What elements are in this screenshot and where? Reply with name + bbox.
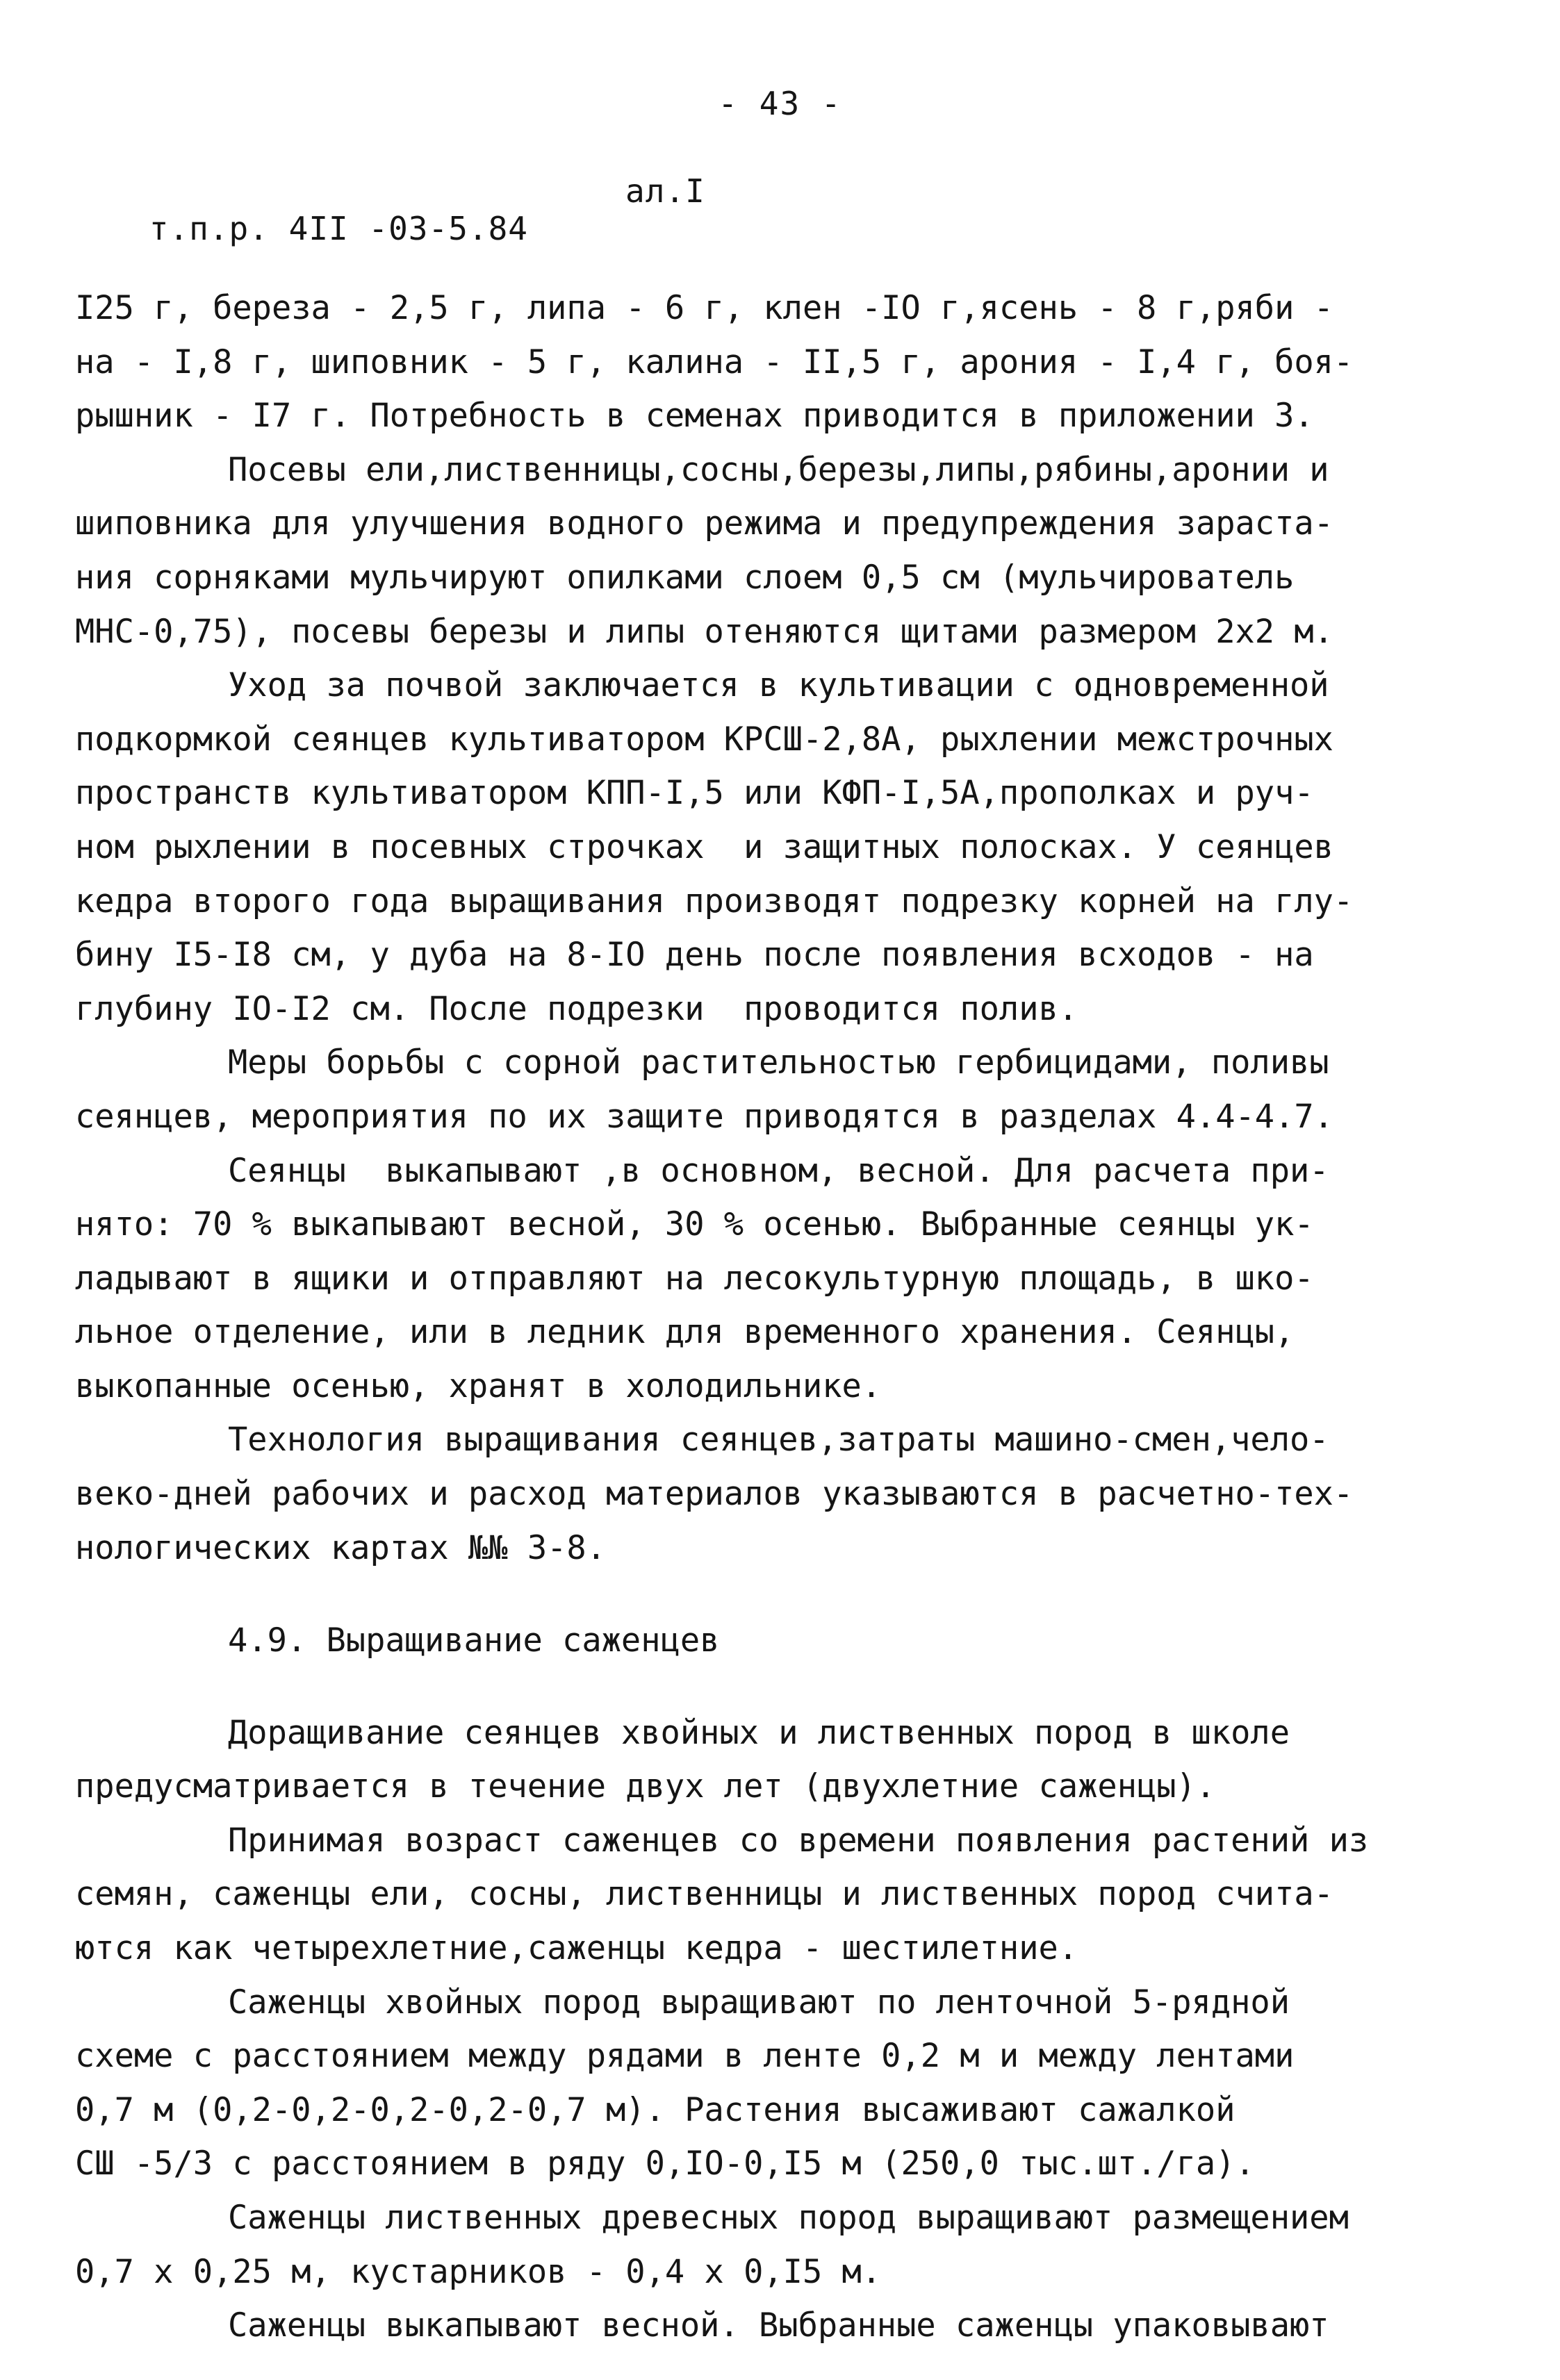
- text-line: Доращивание сеянцев хвойных и лиственных пород в школе: [228, 1713, 1290, 1752]
- text-line: шиповника для улучшения водного режима и предупреждения зараста-: [75, 504, 1333, 543]
- text-line: льное отделение, или в ледник для временного хранения. Сеянцы,: [75, 1313, 1295, 1352]
- text-line: бину I5-I8 см, у дуба на 8-IO день после появления всходов - на: [75, 936, 1314, 975]
- text-line: пространств культиватором КПП-I,5 или КФП-I,5А,прополках и руч-: [75, 774, 1314, 813]
- text-line: рышник - I7 г. Потребность в семенах приводится в приложении 3.: [75, 397, 1314, 436]
- text-line: ном рыхлении в посевных строчках и защитных полосках. У сеянцев: [75, 827, 1333, 866]
- text-line: Саженцы выкапывают весной. Выбранные саженцы упаковывают: [228, 2306, 1329, 2345]
- text-line: Уход за почвой заключается в культивации с одновременной: [228, 666, 1329, 705]
- text-line: Саженцы лиственных древесных пород выращивают размещением: [228, 2199, 1349, 2237]
- text-line: ния сорняками мульчируют опилками слоем 0,5 см (мульчирователь: [75, 558, 1295, 597]
- text-line: МНС-0,75), посевы березы и липы отеняются щитами размером 2х2 м.: [75, 612, 1333, 651]
- text-line: ются как четырехлетние,саженцы кедра - шестилетние.: [75, 1929, 1078, 1968]
- page-number: - 43 -: [718, 85, 842, 122]
- text-line: Сеянцы выкапывают ,в основном, весной. Для расчета при-: [228, 1151, 1329, 1190]
- text-line: веко-дней рабочих и расход материалов указываются в расчетно-тех-: [75, 1475, 1354, 1514]
- body-text: [75, 281, 1493, 2353]
- text-line: Меры борьбы с сорной растительностью гербицидами, поливы: [228, 1043, 1329, 1082]
- text-line: 0,7 х 0,25 м, кустарников - 0,4 х 0,I5 м.: [75, 2252, 882, 2291]
- text-line: нологических картах №№ 3-8.: [75, 1528, 607, 1567]
- text-line: подкормкой сеянцев культиватором КРСШ-2,8А, рыхлении межстрочных: [75, 720, 1333, 759]
- text-line: Посевы ели,лиственницы,сосны,березы,липы,рябины,аронии и: [228, 450, 1329, 489]
- text-line: сеянцев, мероприятия по их защите приводятся в разделах 4.4-4.7.: [75, 1097, 1333, 1136]
- text-line: ладывают в ящики и отправляют на лесокультурную площадь, в шко-: [75, 1259, 1314, 1298]
- text-line: СШ -5/3 с расстоянием в ряду 0,IO-0,I5 м (250,0 тыс.шт./га).: [75, 2145, 1255, 2183]
- text-line: предусматривается в течение двух лет (двухлетние саженцы).: [75, 1767, 1216, 1806]
- text-line: нято: 70 % выкапывают весной, 30 % осенью. Выбранные сеянцы ук-: [75, 1205, 1314, 1244]
- text-line: выкопанные осенью, хранят в холодильнике.: [75, 1366, 882, 1405]
- text-line: семян, саженцы ели, сосны, лиственницы и лиственных пород счита-: [75, 1875, 1333, 1914]
- text-line: на - I,8 г, шиповник - 5 г, калина - II,5 г, арония - I,4 г, боя-: [75, 342, 1354, 381]
- text-line: глубину IO-I2 см. После подрезки проводится полив.: [75, 989, 1078, 1028]
- sheet-label: ал.I: [625, 172, 705, 210]
- text-line: схеме с расстоянием между рядами в ленте 0,2 м и между лентами: [75, 2037, 1295, 2076]
- text-line: Технология выращивания сеянцев,затраты машино-смен,чело-: [228, 1421, 1329, 1460]
- text-line: 0,7 м (0,2-0,2-0,2-0,2-0,7 м). Растения высаживают сажалкой: [75, 2090, 1235, 2129]
- section-heading: 4.9. Выращивание саженцев: [228, 1621, 720, 1660]
- text-line: I25 г, береза - 2,5 г, липа - 6 г, клен -IO г,ясень - 8 г,ряби -: [75, 289, 1333, 327]
- text-line: Саженцы хвойных пород выращивают по ленточной 5-рядной: [228, 1983, 1290, 2022]
- text-line: кедра второго года выращивания производят подрезку корней на глу-: [75, 882, 1354, 920]
- text-line: Принимая возраст саженцев со времени появления растений из: [228, 1821, 1369, 1860]
- document-code: т.п.р. 4II -03-5.84: [149, 210, 528, 247]
